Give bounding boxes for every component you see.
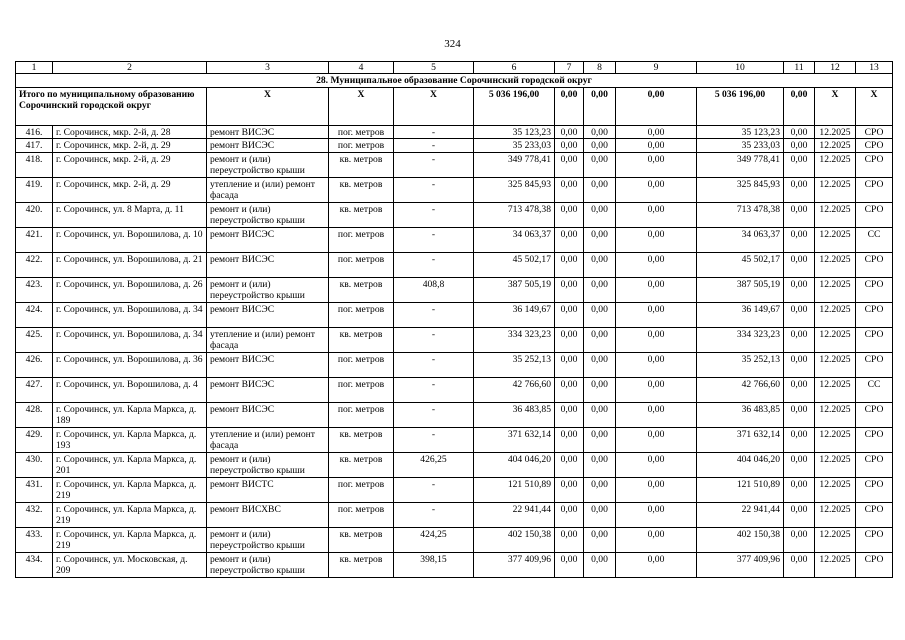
unit-cell: пог. метров	[329, 402, 394, 427]
method-cell: СС	[856, 377, 893, 402]
other-funds-cell: 0,00	[784, 427, 815, 452]
deadline-cell: 12.2025	[815, 252, 856, 277]
owners-funds-cell: 377 409,96	[697, 552, 784, 577]
deadline-cell: 12.2025	[815, 126, 856, 139]
total-cost-cell: 45 502,17	[474, 252, 555, 277]
fund-cell: 0,00	[555, 502, 584, 527]
owners-funds-cell: 713 478,38	[697, 202, 784, 227]
table-row	[16, 352, 893, 377]
section-title-row	[16, 74, 893, 88]
table-row	[16, 126, 893, 139]
volume-cell: -	[394, 152, 474, 177]
total-cost-cell: 35 233,03	[474, 139, 555, 152]
address-cell: г. Сорочинск, ул. Карла Маркса, д. 219	[53, 527, 207, 552]
deadline-cell: 12.2025	[815, 452, 856, 477]
address-cell: г. Сорочинск, мкр. 2-й, д. 29	[53, 152, 207, 177]
row-number-cell: 416.	[16, 126, 53, 139]
fund-cell: 0,00	[555, 152, 584, 177]
deadline-cell: 12.2025	[815, 152, 856, 177]
work-type-cell: ремонт ВИСЭС	[207, 252, 329, 277]
work-type-cell: ремонт ВИСЭС	[207, 126, 329, 139]
region-cell: 0,00	[584, 427, 616, 452]
method-cell: СРО	[856, 427, 893, 452]
deadline-cell: 12.2025	[815, 502, 856, 527]
fund-cell: 0,00	[555, 126, 584, 139]
repair-program-table	[15, 61, 893, 578]
owners-funds-cell: 36 483,85	[697, 402, 784, 427]
other-funds-cell: 0,00	[784, 527, 815, 552]
volume-cell: -	[394, 252, 474, 277]
volume-cell: -	[394, 202, 474, 227]
total-cell: X	[856, 88, 893, 126]
unit-cell: пог. метров	[329, 252, 394, 277]
region-cell: 0,00	[584, 477, 616, 502]
address-cell: г. Сорочинск, мкр. 2-й, д. 29	[53, 177, 207, 202]
volume-cell: 426,25	[394, 452, 474, 477]
table-row	[16, 452, 893, 477]
row-number-cell: 422.	[16, 252, 53, 277]
local-budget-cell: 0,00	[616, 402, 697, 427]
local-budget-cell: 0,00	[616, 427, 697, 452]
region-cell: 0,00	[584, 377, 616, 402]
fund-cell: 0,00	[555, 477, 584, 502]
fund-cell: 0,00	[555, 202, 584, 227]
table-row	[16, 477, 893, 502]
owners-funds-cell: 387 505,19	[697, 277, 784, 302]
address-cell: г. Сорочинск, ул. Ворошилова, д. 36	[53, 352, 207, 377]
other-funds-cell: 0,00	[784, 327, 815, 352]
section-title: 28. Муниципальное образование Сорочинский городской округ	[16, 74, 893, 88]
method-cell: СРО	[856, 202, 893, 227]
deadline-cell: 12.2025	[815, 202, 856, 227]
total-cell: 0,00	[555, 88, 584, 126]
total-cell: X	[815, 88, 856, 126]
total-cost-cell: 404 046,20	[474, 452, 555, 477]
method-cell: СРО	[856, 252, 893, 277]
row-number-cell: 426.	[16, 352, 53, 377]
owners-funds-cell: 404 046,20	[697, 452, 784, 477]
total-cell: 0,00	[584, 88, 616, 126]
volume-cell: -	[394, 302, 474, 327]
column-number: 12	[815, 62, 856, 74]
other-funds-cell: 0,00	[784, 152, 815, 177]
table-row	[16, 152, 893, 177]
unit-cell: кв. метров	[329, 527, 394, 552]
row-number-cell: 434.	[16, 552, 53, 577]
column-number: 10	[697, 62, 784, 74]
row-number-cell: 427.	[16, 377, 53, 402]
local-budget-cell: 0,00	[616, 302, 697, 327]
fund-cell: 0,00	[555, 552, 584, 577]
total-cost-cell: 334 323,23	[474, 327, 555, 352]
total-cell: 0,00	[784, 88, 815, 126]
region-cell: 0,00	[584, 139, 616, 152]
method-cell: СРО	[856, 477, 893, 502]
local-budget-cell: 0,00	[616, 177, 697, 202]
row-number-cell: 423.	[16, 277, 53, 302]
work-type-cell: ремонт ВИСЭС	[207, 377, 329, 402]
method-cell: СРО	[856, 126, 893, 139]
region-cell: 0,00	[584, 227, 616, 252]
owners-funds-cell: 35 252,13	[697, 352, 784, 377]
local-budget-cell: 0,00	[616, 452, 697, 477]
fund-cell: 0,00	[555, 139, 584, 152]
other-funds-cell: 0,00	[784, 477, 815, 502]
total-cost-cell: 325 845,93	[474, 177, 555, 202]
column-number: 11	[784, 62, 815, 74]
owners-funds-cell: 402 150,38	[697, 527, 784, 552]
work-type-cell: утепление и (или) ремонт фасада	[207, 327, 329, 352]
table-row	[16, 202, 893, 227]
other-funds-cell: 0,00	[784, 452, 815, 477]
total-cell: X	[329, 88, 394, 126]
address-cell: г. Сорочинск, мкр. 2-й, д. 28	[53, 126, 207, 139]
local-budget-cell: 0,00	[616, 152, 697, 177]
work-type-cell: ремонт и (или) переустройство крыши	[207, 527, 329, 552]
volume-cell: -	[394, 377, 474, 402]
work-type-cell: ремонт и (или) переустройство крыши	[207, 452, 329, 477]
address-cell: г. Сорочинск, ул. Карла Маркса, д. 193	[53, 427, 207, 452]
volume-cell: -	[394, 427, 474, 452]
table-row	[16, 377, 893, 402]
work-type-cell: утепление и (или) ремонт фасада	[207, 177, 329, 202]
table-row	[16, 177, 893, 202]
work-type-cell: ремонт ВИСЭС	[207, 402, 329, 427]
deadline-cell: 12.2025	[815, 477, 856, 502]
method-cell: СРО	[856, 402, 893, 427]
unit-cell: кв. метров	[329, 552, 394, 577]
region-cell: 0,00	[584, 302, 616, 327]
column-number: 1	[16, 62, 53, 74]
column-number: 2	[53, 62, 207, 74]
total-cost-cell: 349 778,41	[474, 152, 555, 177]
region-cell: 0,00	[584, 202, 616, 227]
other-funds-cell: 0,00	[784, 402, 815, 427]
other-funds-cell: 0,00	[784, 302, 815, 327]
unit-cell: пог. метров	[329, 502, 394, 527]
method-cell: СРО	[856, 139, 893, 152]
region-cell: 0,00	[584, 277, 616, 302]
column-number: 7	[555, 62, 584, 74]
other-funds-cell: 0,00	[784, 252, 815, 277]
row-number-cell: 432.	[16, 502, 53, 527]
local-budget-cell: 0,00	[616, 352, 697, 377]
unit-cell: пог. метров	[329, 126, 394, 139]
address-cell: г. Сорочинск, ул. Карла Маркса, д. 219	[53, 477, 207, 502]
method-cell: СРО	[856, 302, 893, 327]
region-cell: 0,00	[584, 552, 616, 577]
column-number: 3	[207, 62, 329, 74]
table-row	[16, 402, 893, 427]
local-budget-cell: 0,00	[616, 227, 697, 252]
row-number-cell: 429.	[16, 427, 53, 452]
method-cell: СРО	[856, 552, 893, 577]
owners-funds-cell: 349 778,41	[697, 152, 784, 177]
address-cell: г. Сорочинск, ул. Карла Маркса, д. 219	[53, 502, 207, 527]
row-number-cell: 430.	[16, 452, 53, 477]
total-cost-cell: 121 510,89	[474, 477, 555, 502]
unit-cell: пог. метров	[329, 139, 394, 152]
region-cell: 0,00	[584, 527, 616, 552]
address-cell: г. Сорочинск, ул. Ворошилова, д. 26	[53, 277, 207, 302]
other-funds-cell: 0,00	[784, 277, 815, 302]
volume-cell: -	[394, 177, 474, 202]
method-cell: СРО	[856, 452, 893, 477]
row-number-cell: 431.	[16, 477, 53, 502]
total-cell: 5 036 196,00	[474, 88, 555, 126]
column-number: 4	[329, 62, 394, 74]
fund-cell: 0,00	[555, 327, 584, 352]
other-funds-cell: 0,00	[784, 202, 815, 227]
owners-funds-cell: 35 233,03	[697, 139, 784, 152]
volume-cell: 408,8	[394, 277, 474, 302]
volume-cell: -	[394, 502, 474, 527]
total-cell: 0,00	[616, 88, 697, 126]
fund-cell: 0,00	[555, 452, 584, 477]
unit-cell: пог. метров	[329, 302, 394, 327]
address-cell: г. Сорочинск, ул. Карла Маркса, д. 201	[53, 452, 207, 477]
table-row	[16, 502, 893, 527]
region-cell: 0,00	[584, 152, 616, 177]
volume-cell: -	[394, 477, 474, 502]
table-row	[16, 277, 893, 302]
unit-cell: кв. метров	[329, 277, 394, 302]
table-row	[16, 552, 893, 577]
region-cell: 0,00	[584, 402, 616, 427]
address-cell: г. Сорочинск, ул. 8 Марта, д. 11	[53, 202, 207, 227]
work-type-cell: ремонт ВИСЭС	[207, 302, 329, 327]
work-type-cell: ремонт и (или) переустройство крыши	[207, 202, 329, 227]
region-cell: 0,00	[584, 126, 616, 139]
method-cell: СРО	[856, 177, 893, 202]
total-row	[16, 88, 893, 126]
local-budget-cell: 0,00	[616, 252, 697, 277]
other-funds-cell: 0,00	[784, 139, 815, 152]
deadline-cell: 12.2025	[815, 427, 856, 452]
unit-cell: кв. метров	[329, 327, 394, 352]
owners-funds-cell: 22 941,44	[697, 502, 784, 527]
row-number-cell: 417.	[16, 139, 53, 152]
method-cell: СРО	[856, 527, 893, 552]
total-cell: 5 036 196,00	[697, 88, 784, 126]
other-funds-cell: 0,00	[784, 377, 815, 402]
volume-cell: -	[394, 327, 474, 352]
local-budget-cell: 0,00	[616, 327, 697, 352]
column-number: 6	[474, 62, 555, 74]
address-cell: г. Сорочинск, мкр. 2-й, д. 29	[53, 139, 207, 152]
total-cost-cell: 34 063,37	[474, 227, 555, 252]
unit-cell: пог. метров	[329, 477, 394, 502]
owners-funds-cell: 121 510,89	[697, 477, 784, 502]
deadline-cell: 12.2025	[815, 527, 856, 552]
unit-cell: кв. метров	[329, 427, 394, 452]
fund-cell: 0,00	[555, 252, 584, 277]
deadline-cell: 12.2025	[815, 552, 856, 577]
unit-cell: кв. метров	[329, 202, 394, 227]
row-number-cell: 418.	[16, 152, 53, 177]
address-cell: г. Сорочинск, ул. Московская, д. 209	[53, 552, 207, 577]
total-cost-cell: 371 632,14	[474, 427, 555, 452]
work-type-cell: ремонт ВИСЭС	[207, 139, 329, 152]
fund-cell: 0,00	[555, 427, 584, 452]
volume-cell: -	[394, 126, 474, 139]
deadline-cell: 12.2025	[815, 139, 856, 152]
local-budget-cell: 0,00	[616, 477, 697, 502]
row-number-cell: 421.	[16, 227, 53, 252]
work-type-cell: ремонт и (или) переустройство крыши	[207, 552, 329, 577]
column-number: 8	[584, 62, 616, 74]
row-number-cell: 420.	[16, 202, 53, 227]
table-row	[16, 302, 893, 327]
column-number: 13	[856, 62, 893, 74]
region-cell: 0,00	[584, 327, 616, 352]
total-cost-cell: 377 409,96	[474, 552, 555, 577]
work-type-cell: ремонт и (или) переустройство крыши	[207, 277, 329, 302]
method-cell: СРО	[856, 502, 893, 527]
other-funds-cell: 0,00	[784, 126, 815, 139]
volume-cell: 424,25	[394, 527, 474, 552]
volume-cell: -	[394, 352, 474, 377]
fund-cell: 0,00	[555, 277, 584, 302]
fund-cell: 0,00	[555, 302, 584, 327]
total-label: Итого по муниципальному образованию Сорочинский городской округ	[16, 88, 207, 126]
total-cost-cell: 35 252,13	[474, 352, 555, 377]
region-cell: 0,00	[584, 252, 616, 277]
fund-cell: 0,00	[555, 402, 584, 427]
deadline-cell: 12.2025	[815, 377, 856, 402]
other-funds-cell: 0,00	[784, 177, 815, 202]
total-cost-cell: 402 150,38	[474, 527, 555, 552]
volume-cell: -	[394, 227, 474, 252]
fund-cell: 0,00	[555, 377, 584, 402]
local-budget-cell: 0,00	[616, 126, 697, 139]
owners-funds-cell: 334 323,23	[697, 327, 784, 352]
total-cost-cell: 36 149,67	[474, 302, 555, 327]
address-cell: г. Сорочинск, ул. Ворошилова, д. 21	[53, 252, 207, 277]
work-type-cell: ремонт ВИСЭС	[207, 227, 329, 252]
local-budget-cell: 0,00	[616, 502, 697, 527]
owners-funds-cell: 42 766,60	[697, 377, 784, 402]
method-cell: СС	[856, 227, 893, 252]
deadline-cell: 12.2025	[815, 352, 856, 377]
table-row	[16, 227, 893, 252]
deadline-cell: 12.2025	[815, 402, 856, 427]
table-row	[16, 252, 893, 277]
table-row	[16, 139, 893, 152]
deadline-cell: 12.2025	[815, 177, 856, 202]
row-number-cell: 433.	[16, 527, 53, 552]
other-funds-cell: 0,00	[784, 502, 815, 527]
table-row	[16, 527, 893, 552]
work-type-cell: ремонт ВИСТС	[207, 477, 329, 502]
owners-funds-cell: 36 149,67	[697, 302, 784, 327]
deadline-cell: 12.2025	[815, 327, 856, 352]
other-funds-cell: 0,00	[784, 227, 815, 252]
column-number: 5	[394, 62, 474, 74]
address-cell: г. Сорочинск, ул. Ворошилова, д. 34	[53, 302, 207, 327]
owners-funds-cell: 371 632,14	[697, 427, 784, 452]
address-cell: г. Сорочинск, ул. Ворошилова, д. 4	[53, 377, 207, 402]
work-type-cell: ремонт и (или) переустройство крыши	[207, 152, 329, 177]
unit-cell: кв. метров	[329, 452, 394, 477]
total-cost-cell: 713 478,38	[474, 202, 555, 227]
deadline-cell: 12.2025	[815, 227, 856, 252]
owners-funds-cell: 35 123,23	[697, 126, 784, 139]
total-cell: X	[394, 88, 474, 126]
local-budget-cell: 0,00	[616, 277, 697, 302]
total-cost-cell: 42 766,60	[474, 377, 555, 402]
unit-cell: кв. метров	[329, 177, 394, 202]
method-cell: СРО	[856, 352, 893, 377]
unit-cell: кв. метров	[329, 152, 394, 177]
total-cell: X	[207, 88, 329, 126]
address-cell: г. Сорочинск, ул. Ворошилова, д. 10	[53, 227, 207, 252]
region-cell: 0,00	[584, 352, 616, 377]
unit-cell: пог. метров	[329, 352, 394, 377]
local-budget-cell: 0,00	[616, 552, 697, 577]
method-cell: СРО	[856, 277, 893, 302]
work-type-cell: утепление и (или) ремонт фасада	[207, 427, 329, 452]
method-cell: СРО	[856, 152, 893, 177]
deadline-cell: 12.2025	[815, 302, 856, 327]
region-cell: 0,00	[584, 177, 616, 202]
deadline-cell: 12.2025	[815, 277, 856, 302]
owners-funds-cell: 45 502,17	[697, 252, 784, 277]
other-funds-cell: 0,00	[784, 552, 815, 577]
fund-cell: 0,00	[555, 177, 584, 202]
local-budget-cell: 0,00	[616, 527, 697, 552]
work-type-cell: ремонт ВИСХВС	[207, 502, 329, 527]
row-number-cell: 419.	[16, 177, 53, 202]
local-budget-cell: 0,00	[616, 377, 697, 402]
work-type-cell: ремонт ВИСЭС	[207, 352, 329, 377]
region-cell: 0,00	[584, 502, 616, 527]
local-budget-cell: 0,00	[616, 139, 697, 152]
owners-funds-cell: 34 063,37	[697, 227, 784, 252]
row-number-cell: 425.	[16, 327, 53, 352]
table-row	[16, 427, 893, 452]
page-number: 324	[444, 38, 461, 50]
total-cost-cell: 22 941,44	[474, 502, 555, 527]
unit-cell: пог. метров	[329, 227, 394, 252]
column-number: 9	[616, 62, 697, 74]
fund-cell: 0,00	[555, 352, 584, 377]
volume-cell: -	[394, 402, 474, 427]
column-number-row	[16, 62, 893, 74]
row-number-cell: 428.	[16, 402, 53, 427]
table-row	[16, 327, 893, 352]
fund-cell: 0,00	[555, 527, 584, 552]
fund-cell: 0,00	[555, 227, 584, 252]
total-cost-cell: 387 505,19	[474, 277, 555, 302]
unit-cell: пог. метров	[329, 377, 394, 402]
owners-funds-cell: 325 845,93	[697, 177, 784, 202]
address-cell: г. Сорочинск, ул. Карла Маркса, д. 189	[53, 402, 207, 427]
volume-cell: -	[394, 139, 474, 152]
other-funds-cell: 0,00	[784, 352, 815, 377]
local-budget-cell: 0,00	[616, 202, 697, 227]
volume-cell: 398,15	[394, 552, 474, 577]
method-cell: СРО	[856, 327, 893, 352]
total-cost-cell: 35 123,23	[474, 126, 555, 139]
address-cell: г. Сорочинск, ул. Ворошилова, д. 34	[53, 327, 207, 352]
row-number-cell: 424.	[16, 302, 53, 327]
total-cost-cell: 36 483,85	[474, 402, 555, 427]
region-cell: 0,00	[584, 452, 616, 477]
